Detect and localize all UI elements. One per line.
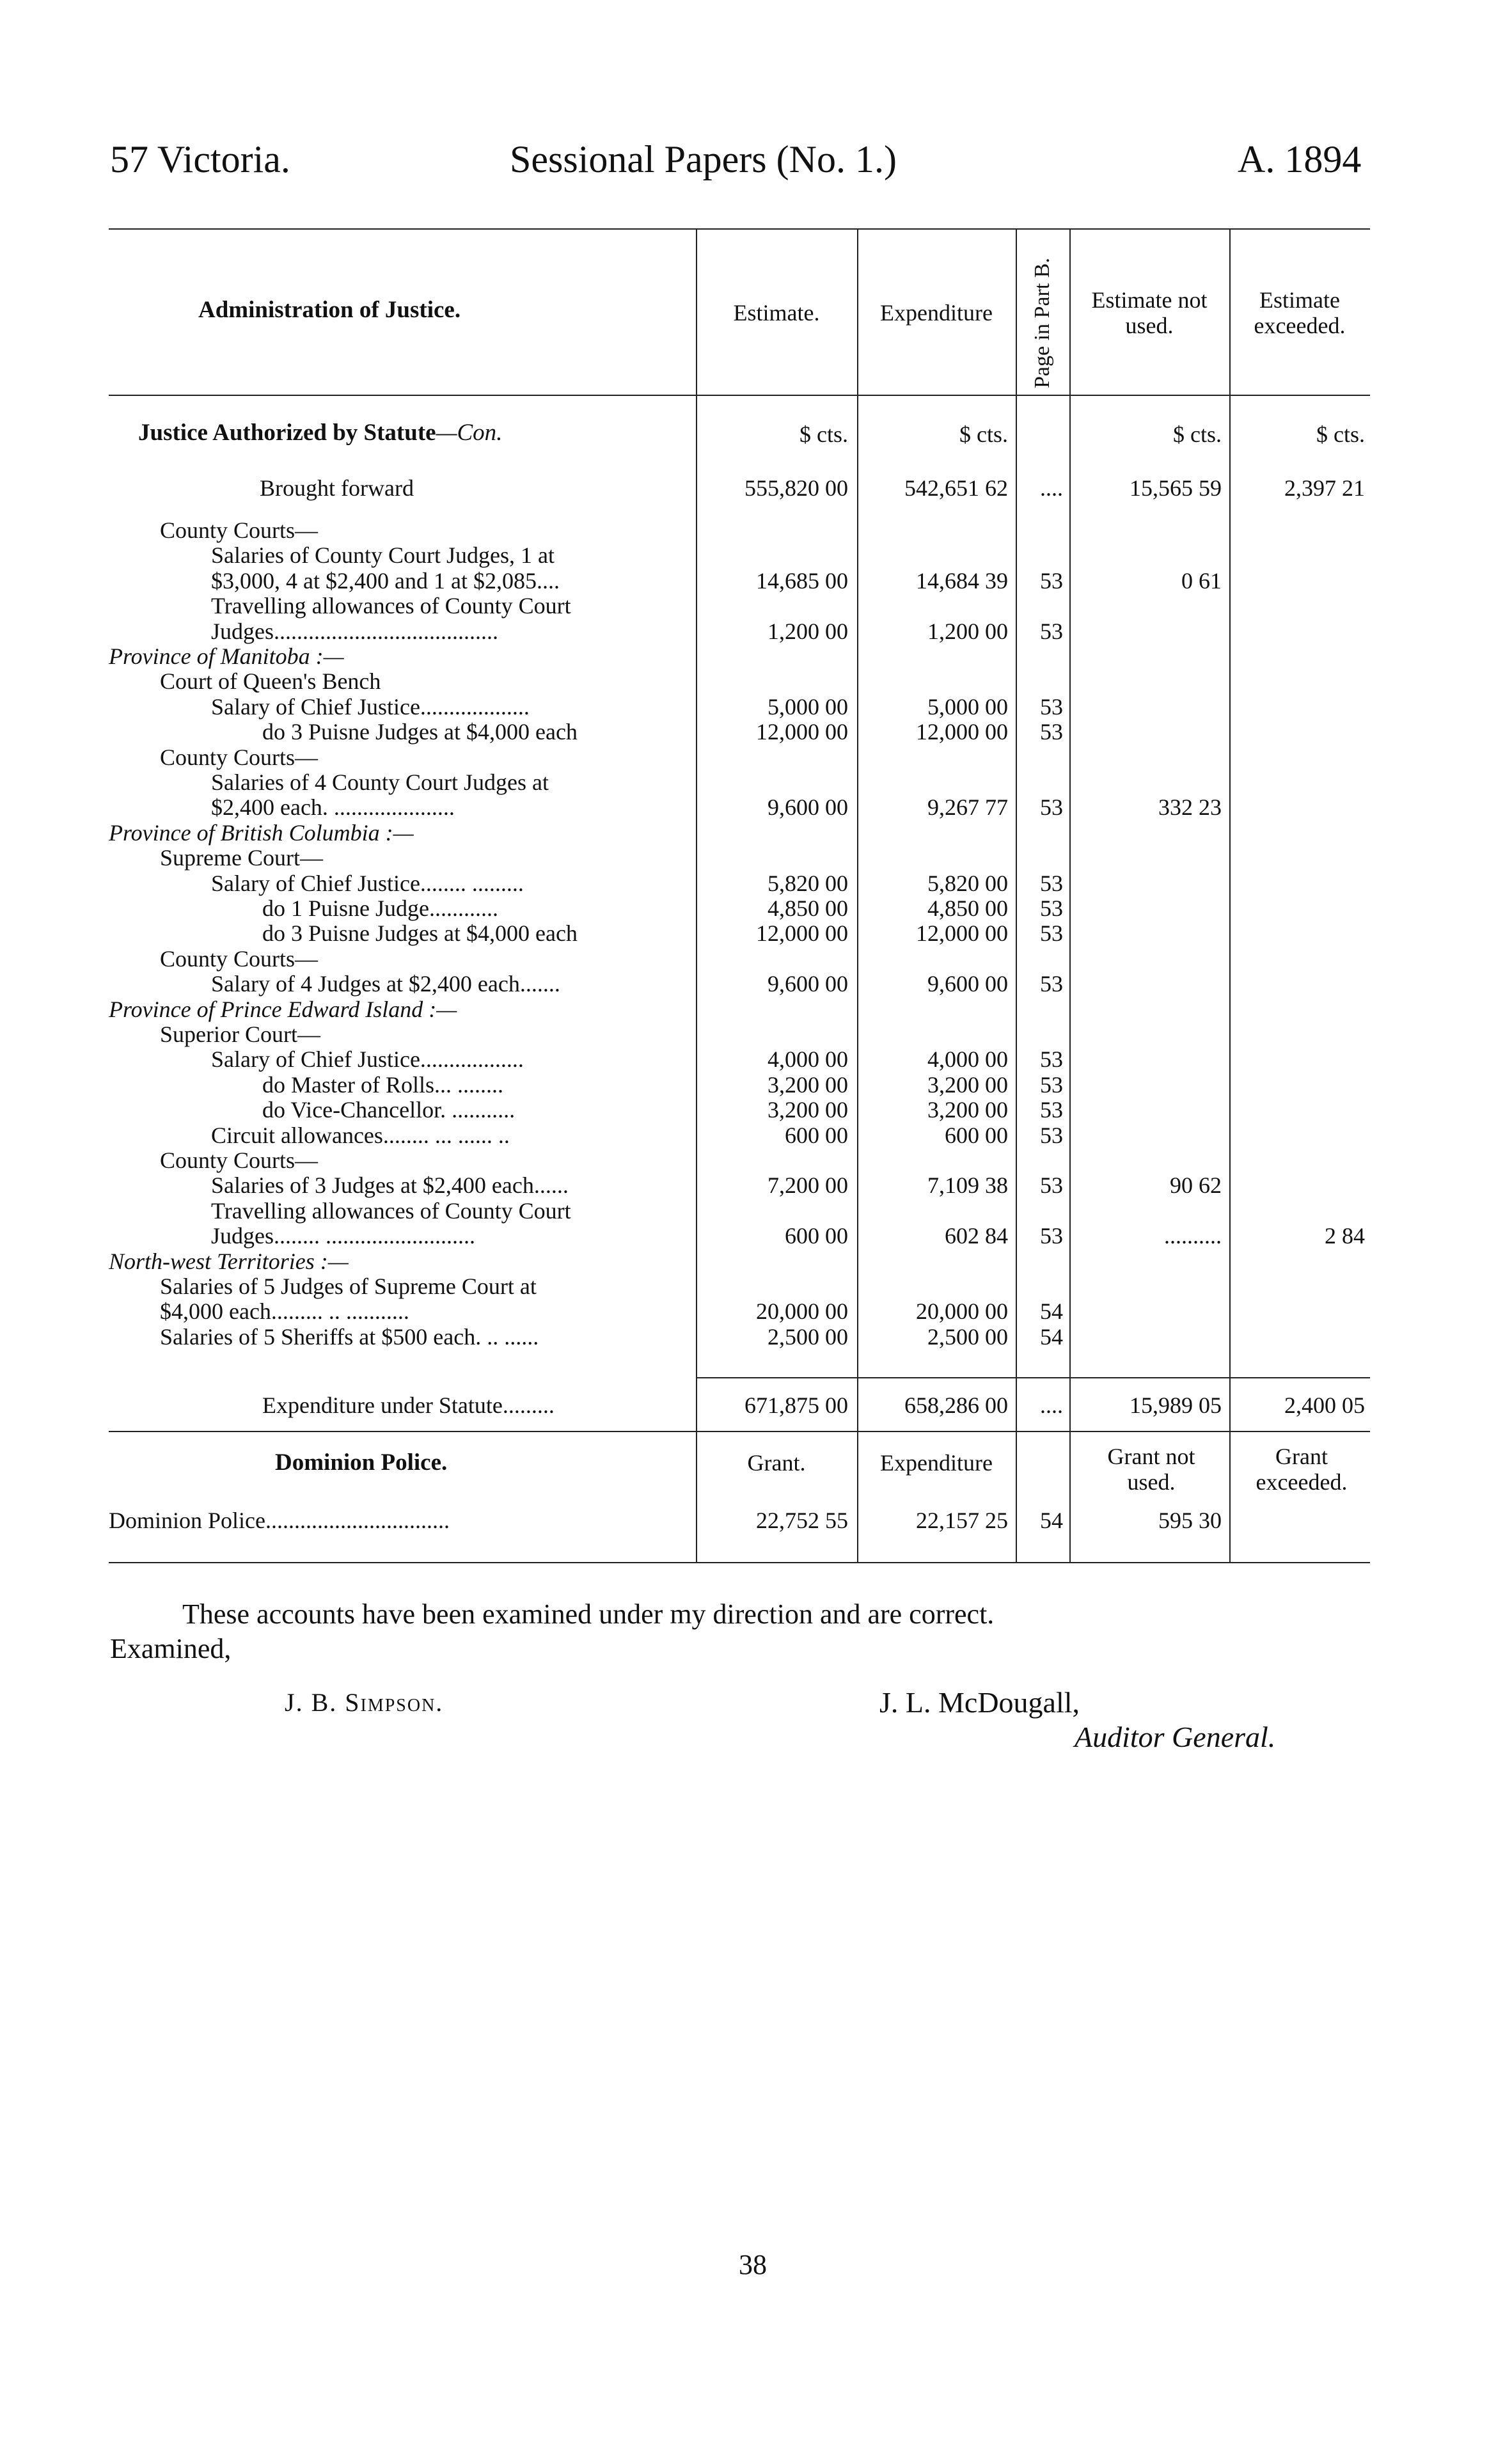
row-page: 53 xyxy=(1040,1223,1063,1249)
row-label: Circuit allowances........ ... ...... .. xyxy=(211,1123,510,1148)
row-estimate: 9,600 00 xyxy=(768,971,848,997)
row-label: County Courts— xyxy=(160,1148,319,1173)
column-expenditure: Expenditure xyxy=(880,300,993,326)
brought-forward-page: .... xyxy=(1040,475,1063,501)
row-label: Province of Prince Edward Island :— xyxy=(109,997,457,1022)
police-page: 54 xyxy=(1040,1508,1063,1533)
section-title: Justice Authorized by Statute—Con. xyxy=(138,420,503,446)
row-label: Salaries of 4 County Court Judges at xyxy=(211,769,549,795)
row-page: 53 xyxy=(1040,1123,1063,1148)
row-estimate: 14,685 00 xyxy=(756,568,848,594)
row-exceeded: 2 84 xyxy=(1325,1223,1365,1249)
row-label: do 3 Puisne Judges at $4,000 each xyxy=(262,920,578,946)
total-estimate: 671,875 00 xyxy=(744,1392,848,1418)
row-estimate: 7,200 00 xyxy=(768,1172,848,1198)
row-label: Salary of Chief Justice................... xyxy=(211,694,530,720)
police-expenditure: 22,157 25 xyxy=(916,1508,1008,1533)
row-estimate: 20,000 00 xyxy=(756,1298,848,1324)
row-label: Judges........ .......................... xyxy=(211,1223,475,1249)
total-rule xyxy=(696,1377,1370,1378)
row-label: Salaries of 5 Judges of Supreme Court at xyxy=(160,1274,537,1299)
row-page: 53 xyxy=(1040,895,1063,921)
row-label: County Courts— xyxy=(160,517,319,543)
row-estimate: 5,820 00 xyxy=(768,871,848,896)
column-not-used: Estimate not used. xyxy=(1091,287,1208,338)
row-page: 54 xyxy=(1040,1298,1063,1324)
row-label: North-west Territories :— xyxy=(109,1249,349,1274)
row-expenditure: 7,109 38 xyxy=(927,1172,1008,1198)
row-label: County Courts— xyxy=(160,946,319,972)
row-estimate: 12,000 00 xyxy=(756,719,848,745)
currency-exceeded: $ cts. xyxy=(1316,422,1365,447)
row-page: 53 xyxy=(1040,619,1063,644)
row-not-used: 90 62 xyxy=(1170,1172,1222,1198)
column-title: Administration of Justice. xyxy=(198,297,461,323)
brought-forward-estimate: 555,820 00 xyxy=(744,475,848,501)
row-estimate: 3,200 00 xyxy=(768,1097,848,1123)
row-estimate: 2,500 00 xyxy=(768,1324,848,1350)
row-page: 53 xyxy=(1040,719,1063,745)
row-expenditure: 20,000 00 xyxy=(916,1298,1008,1324)
column-estimate: Estimate. xyxy=(733,300,820,326)
row-expenditure: 4,850 00 xyxy=(927,895,1008,921)
brought-forward-not-used: 15,565 59 xyxy=(1130,475,1222,501)
row-page: 53 xyxy=(1040,568,1063,594)
row-label: Salaries of 5 Sheriffs at $500 each. .. ...... xyxy=(160,1324,539,1350)
row-estimate: 4,000 00 xyxy=(768,1046,848,1072)
police-not-used-header: Grant not used. xyxy=(1107,1444,1195,1495)
row-estimate: 9,600 00 xyxy=(768,794,848,820)
row-label: Travelling allowances of County Court xyxy=(211,1198,571,1224)
currency-estimate: $ cts. xyxy=(799,422,848,447)
row-label: do 3 Puisne Judges at $4,000 each xyxy=(262,719,578,745)
row-label: Judges....................................... xyxy=(211,619,498,644)
row-expenditure: 5,820 00 xyxy=(927,871,1008,896)
row-label: do Master of Rolls... ........ xyxy=(262,1072,503,1098)
row-expenditure: 4,000 00 xyxy=(927,1046,1008,1072)
row-label: do Vice-Chancellor. ........... xyxy=(262,1097,516,1123)
header-title: Sessional Papers (No. 1.) xyxy=(510,138,897,180)
police-not-used: 595 30 xyxy=(1158,1508,1222,1533)
row-not-used: .......... xyxy=(1164,1223,1222,1249)
row-expenditure: 12,000 00 xyxy=(916,920,1008,946)
row-expenditure: 12,000 00 xyxy=(916,719,1008,745)
certification-statement: These accounts have been examined under my direction and are correct. xyxy=(182,1598,995,1630)
row-not-used: 332 23 xyxy=(1158,794,1222,820)
row-label: Travelling allowances of County Court xyxy=(211,593,571,619)
row-page: 53 xyxy=(1040,1046,1063,1072)
examined-label: Examined, xyxy=(110,1633,232,1664)
row-label: Province of Manitoba :— xyxy=(109,643,344,669)
row-label: Salaries of 3 Judges at $2,400 each...... xyxy=(211,1172,569,1198)
row-expenditure: 600 00 xyxy=(945,1123,1008,1148)
police-expenditure-header: Expenditure xyxy=(880,1450,993,1476)
brought-forward-expenditure: 542,651 62 xyxy=(904,475,1008,501)
auditor-name: J. L. McDougall, xyxy=(879,1686,1080,1719)
row-label: do 1 Puisne Judge............ xyxy=(262,895,498,921)
row-expenditure: 9,267 77 xyxy=(927,794,1008,820)
total-page: .... xyxy=(1040,1392,1063,1418)
row-label: Court of Queen's Bench xyxy=(160,668,381,694)
row-label: Supreme Court— xyxy=(160,845,323,871)
row-expenditure: 14,684 39 xyxy=(916,568,1008,594)
row-estimate: 4,850 00 xyxy=(768,895,848,921)
row-not-used: 0 61 xyxy=(1181,568,1222,594)
row-label: Superior Court— xyxy=(160,1021,320,1047)
row-label: $2,400 each. ..................... xyxy=(211,794,455,820)
row-expenditure: 2,500 00 xyxy=(927,1324,1008,1350)
row-label: Salary of Chief Justice.................. xyxy=(211,1046,524,1072)
row-estimate: 5,000 00 xyxy=(768,694,848,720)
header-year: A. 1894 xyxy=(1238,138,1362,180)
table-top-rule xyxy=(109,228,1370,230)
brought-forward-label: Brought forward xyxy=(260,475,414,501)
row-label: County Courts— xyxy=(160,745,319,770)
row-label: $4,000 each......... .. ........... xyxy=(160,1298,409,1324)
row-page: 53 xyxy=(1040,871,1063,896)
header-bottom-rule xyxy=(109,395,1370,396)
table-bottom-rule xyxy=(109,1562,1370,1563)
accounts-table xyxy=(109,228,1370,1565)
police-grant-header: Grant. xyxy=(747,1450,806,1476)
row-page: 53 xyxy=(1040,971,1063,997)
row-label: $3,000, 4 at $2,400 and 1 at $2,085.... xyxy=(211,568,560,594)
row-expenditure: 5,000 00 xyxy=(927,694,1008,720)
row-estimate: 600 00 xyxy=(785,1123,848,1148)
total-exceeded: 2,400 05 xyxy=(1284,1392,1365,1418)
row-page: 53 xyxy=(1040,794,1063,820)
row-label: Salary of 4 Judges at $2,400 each....... xyxy=(211,971,560,997)
auditor-title: Auditor General. xyxy=(1075,1721,1276,1753)
row-label: Salary of Chief Justice........ ......... xyxy=(211,871,524,896)
row-estimate: 1,200 00 xyxy=(768,619,848,644)
column-page: Page in Part B. xyxy=(1030,258,1054,388)
police-title: Dominion Police. xyxy=(275,1449,448,1476)
currency-not-used: $ cts. xyxy=(1173,422,1222,447)
row-estimate: 600 00 xyxy=(785,1223,848,1249)
header-volume: 57 Victoria. xyxy=(110,138,290,180)
page-number: 38 xyxy=(739,2249,767,2280)
row-page: 54 xyxy=(1040,1324,1063,1350)
column-exceeded: Estimate exceeded. xyxy=(1254,287,1346,338)
examiner-signature: J. B. Simpson. xyxy=(285,1688,444,1717)
police-label: Dominion Police................................ xyxy=(109,1508,450,1533)
total-bottom-rule xyxy=(109,1431,1370,1432)
row-page: 53 xyxy=(1040,1072,1063,1098)
row-page: 53 xyxy=(1040,694,1063,720)
brought-forward-exceeded: 2,397 21 xyxy=(1284,475,1365,501)
row-expenditure: 1,200 00 xyxy=(927,619,1008,644)
total-not-used: 15,989 05 xyxy=(1130,1392,1222,1418)
row-expenditure: 9,600 00 xyxy=(927,971,1008,997)
police-grant: 22,752 55 xyxy=(756,1508,848,1533)
row-page: 53 xyxy=(1040,920,1063,946)
row-expenditure: 3,200 00 xyxy=(927,1097,1008,1123)
row-estimate: 12,000 00 xyxy=(756,920,848,946)
police-exceeded-header: Grant exceeded. xyxy=(1256,1444,1348,1495)
row-label: Province of British Columbia :— xyxy=(109,820,414,846)
row-page: 53 xyxy=(1040,1172,1063,1198)
row-expenditure: 602 84 xyxy=(945,1223,1008,1249)
currency-expenditure: $ cts. xyxy=(959,422,1008,447)
row-label: Salaries of County Court Judges, 1 at xyxy=(211,542,555,568)
total-expenditure: 658,286 00 xyxy=(904,1392,1008,1418)
row-expenditure: 3,200 00 xyxy=(927,1072,1008,1098)
row-page: 53 xyxy=(1040,1097,1063,1123)
total-label: Expenditure under Statute......... xyxy=(262,1392,555,1418)
row-estimate: 3,200 00 xyxy=(768,1072,848,1098)
